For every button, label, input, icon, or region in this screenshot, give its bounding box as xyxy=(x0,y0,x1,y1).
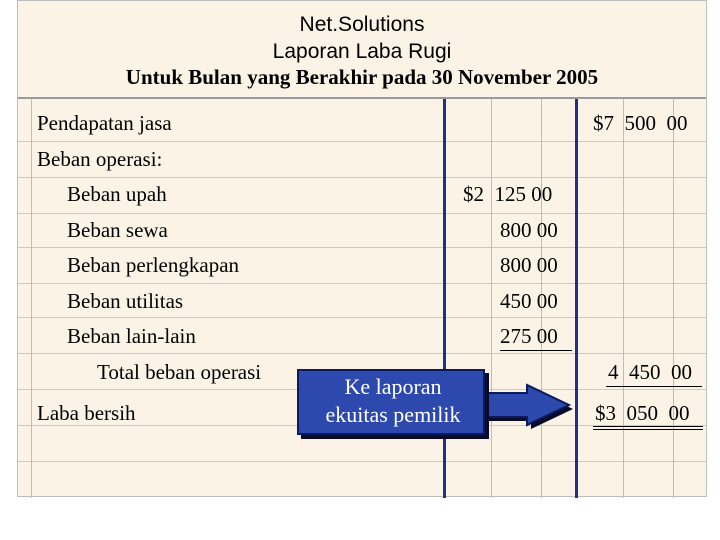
callout-line1: Ke laporan xyxy=(344,374,442,399)
utilities-amount: 450 00 xyxy=(500,289,558,313)
wages-amount: $2 125 00 xyxy=(463,182,553,206)
rent-label: Beban sewa xyxy=(67,218,168,242)
misc-amount: 275 00 xyxy=(500,324,558,348)
total-underline xyxy=(606,386,702,387)
statement-title: Laporan Laba Rugi xyxy=(272,40,452,63)
row-line xyxy=(18,213,706,214)
total-expenses-amount: 4 450 00 xyxy=(608,360,692,384)
revenue-label: Pendapatan jasa xyxy=(37,111,172,135)
rent-amount: 800 00 xyxy=(500,218,558,242)
net-income-amount: $3 050 00 xyxy=(595,401,690,425)
row-line xyxy=(18,177,706,178)
misc-label: Beban lain-lain xyxy=(67,324,196,348)
total-expenses-label: Total beban operasi xyxy=(97,360,262,384)
net-income-double-underline-bottom xyxy=(593,429,703,430)
callout-box xyxy=(297,369,485,435)
supplies-amount: 800 00 xyxy=(500,253,558,277)
row-line xyxy=(18,317,706,318)
supplies-label: Beban perlengkapan xyxy=(67,253,240,277)
row-line xyxy=(18,461,706,462)
company-name: Net.Solutions xyxy=(299,13,425,36)
wages-label: Beban upah xyxy=(67,182,167,206)
row-line xyxy=(18,283,706,284)
net-income-label: Laba bersih xyxy=(37,401,136,425)
statement-period: Untuk Bulan yang Berakhir pada 30 November 2005 xyxy=(125,65,599,89)
column-line xyxy=(31,99,32,498)
header-rule xyxy=(18,97,706,99)
row-line xyxy=(18,141,706,142)
callout-line2: ekuitas pemilik xyxy=(325,402,461,427)
row-line xyxy=(18,353,706,354)
subtotal-underline xyxy=(500,350,572,351)
column-line xyxy=(623,99,624,498)
row-line xyxy=(18,247,706,248)
column-line xyxy=(673,99,674,498)
callout-text xyxy=(299,373,487,429)
net-income-double-underline-top xyxy=(593,426,703,427)
callout xyxy=(297,369,507,439)
expenses-heading: Beban operasi: xyxy=(37,147,163,171)
revenue-amount: $7 500 00 xyxy=(593,111,688,135)
utilities-label: Beban utilitas xyxy=(67,289,184,313)
